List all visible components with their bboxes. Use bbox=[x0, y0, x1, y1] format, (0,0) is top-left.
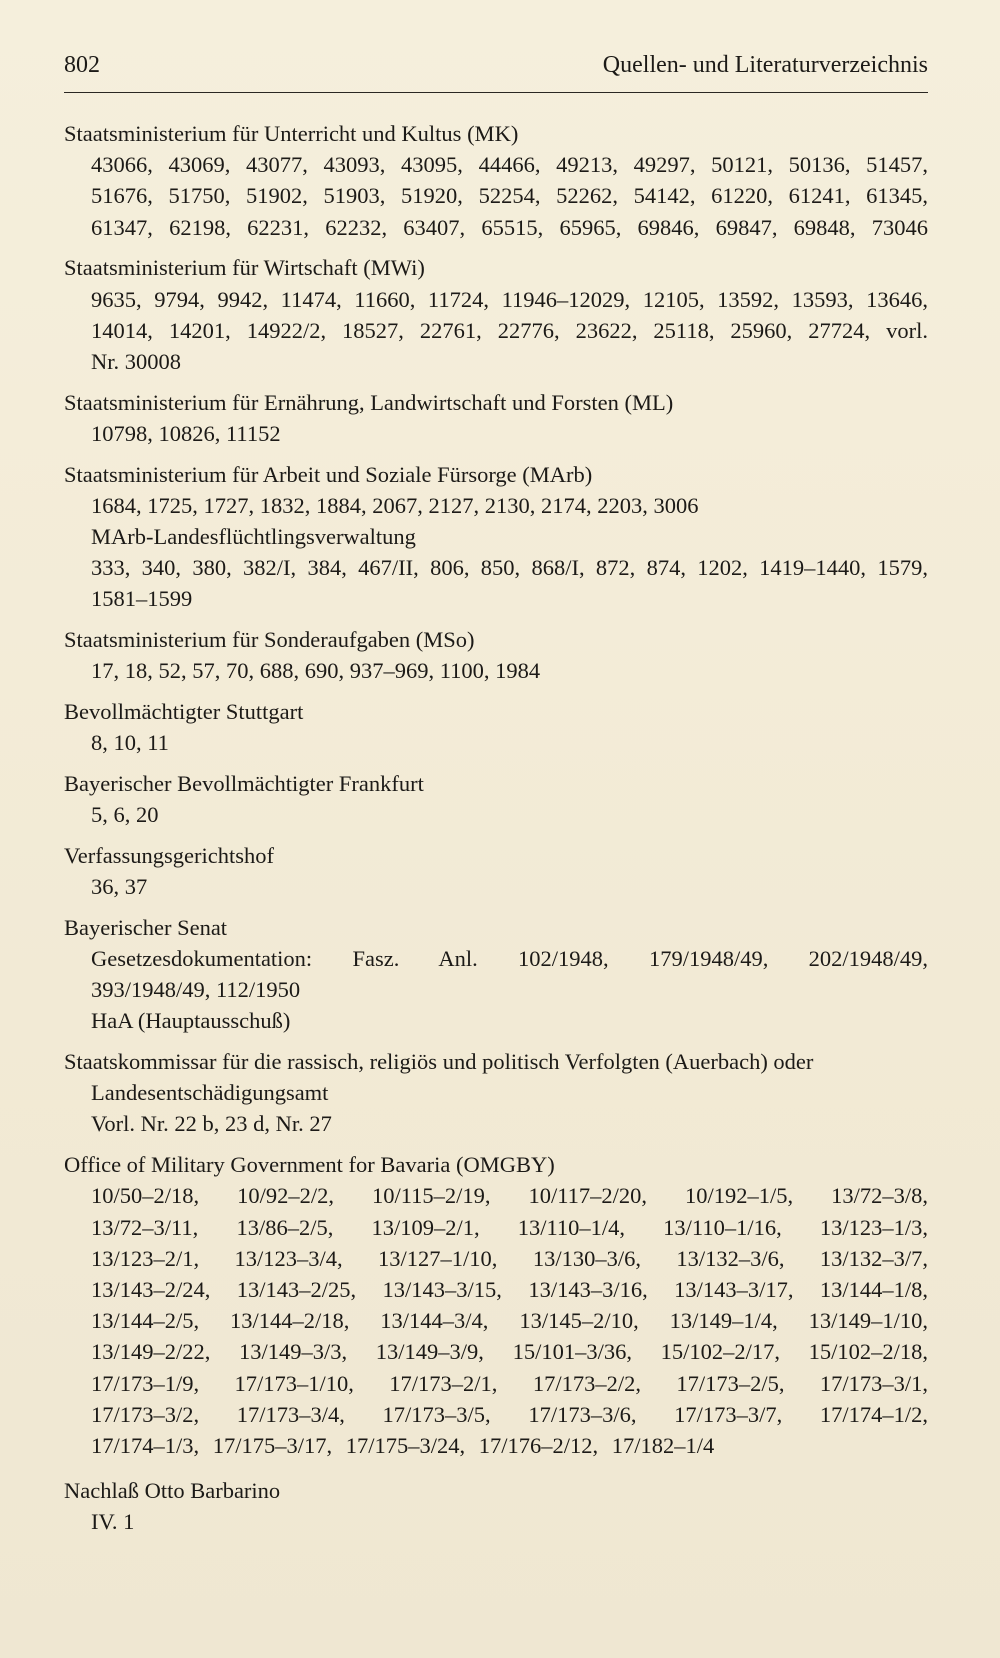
source-entry-mso bbox=[64, 624, 928, 686]
entry-ref-line: Vorl. Nr. 22 b, 23 d, Nr. 27 bbox=[91, 1111, 332, 1137]
entry-ref-line: 393/1948/49, 112/1950 bbox=[91, 977, 301, 1003]
entry-heading bbox=[64, 1046, 928, 1108]
entry-ref-line: Gesetzesdokumentation: Fasz. Anl. 102/1948, 179/1948/49, 202/1948/49, bbox=[91, 945, 928, 971]
entry-subheading: MArb-Landesflüchtlingsverwaltung bbox=[91, 523, 416, 549]
source-entry-bevollmaechtigter-frankfurt bbox=[64, 768, 928, 830]
entry-ref-line: 8, 10, 11 bbox=[91, 730, 169, 756]
entry-ref-line: 9635, 9794, 9942, 11474, 11660, 11724, 11946–12029, 12105, 13592, 13593, 13646, bbox=[91, 286, 928, 312]
entry-ref-line: 51676, 51750, 51902, 51903, 51920, 52254, 52262, 54142, 61220, 61241, 61345, bbox=[91, 183, 928, 209]
entry-ref-line: 1581–1599 bbox=[91, 586, 193, 612]
entry-heading: Staatsministerium für Wirtschaft (MWi) bbox=[64, 255, 425, 281]
entry-heading-text: Staatskommissar für die rassisch, religiös und politisch Verfolgten (Auerbach) oder Landesentschädigungsamt bbox=[64, 1048, 814, 1106]
entry-ref-line: 333, 340, 380, 382/I, 384, 467/II, 806, 850, 868/I, 872, 874, 1202, 1419–1440, 1579, bbox=[91, 555, 928, 581]
entry-ref-line: 13/144–2/5, 13/144–2/18, 13/144–3/4, 13/145–2/10, 13/149–1/4, 13/149–1/10, bbox=[91, 1308, 928, 1334]
entry-ref-line: 17/174–1/3, 17/175–3/17, 17/175–3/24, 17/176–2/12, 17/182–1/4 bbox=[91, 1432, 715, 1458]
source-entry-staatskommissar bbox=[64, 1046, 928, 1140]
entry-ref-line: 61347, 62198, 62231, 62232, 63407, 65515, 65965, 69846, 69847, 69848, 73046 bbox=[91, 214, 928, 240]
entry-heading: Staatsministerium für Arbeit und Soziale Fürsorge (MArb) bbox=[64, 461, 593, 487]
source-entry-mwi bbox=[64, 252, 928, 377]
source-entry-marb bbox=[64, 459, 928, 615]
entry-ref-line: 17, 18, 52, 57, 70, 688, 690, 937–969, 1100, 1984 bbox=[91, 658, 541, 684]
entry-ref-line: 10/50–2/18, 10/92–2/2, 10/115–2/19, 10/117–2/20, 10/192–1/5, 13/72–3/8, bbox=[91, 1183, 928, 1209]
source-entry-ml bbox=[64, 387, 928, 449]
entry-heading: Bevollmächtigter Stuttgart bbox=[64, 698, 304, 724]
entry-ref-line: Nr. 30008 bbox=[91, 348, 181, 374]
entry-heading: Verfassungsgerichtshof bbox=[64, 842, 274, 868]
entry-ref-line: 10798, 10826, 11152 bbox=[91, 420, 281, 446]
entry-ref-line: 13/123–2/1, 13/123–3/4, 13/127–1/10, 13/130–3/6, 13/132–3/6, 13/132–3/7, bbox=[91, 1245, 928, 1271]
entry-ref-line: 13/72–3/11, 13/86–2/5, 13/109–2/1, 13/110–1/4, 13/110–1/16, 13/123–1/3, bbox=[91, 1214, 928, 1240]
entry-heading: Staatsministerium für Unterricht und Kultus (MK) bbox=[64, 121, 519, 146]
running-title: Quellen- und Literaturverzeichnis bbox=[602, 52, 928, 78]
source-entry-senat bbox=[64, 912, 928, 1037]
entry-heading: Staatsministerium für Ernährung, Landwirtschaft und Forsten (ML) bbox=[64, 389, 674, 415]
entry-heading: Nachlaß Otto Barbarino bbox=[64, 1478, 281, 1504]
entry-ref-line: 14014, 14201, 14922/2, 18527, 22761, 22776, 23622, 25118, 25960, 27724, vorl. bbox=[91, 317, 928, 343]
entry-ref-line: 36, 37 bbox=[91, 873, 148, 899]
entry-ref-line: 13/143–2/24, 13/143–2/25, 13/143–3/15, 13/143–3/16, 13/143–3/17, 13/144–1/8, bbox=[91, 1276, 928, 1302]
source-entry-verfassungsgerichtshof bbox=[64, 840, 928, 902]
source-entry-omgby bbox=[64, 1149, 928, 1461]
entry-heading: Office of Military Government for Bavaria (OMGBY) bbox=[64, 1152, 555, 1178]
entry-ref-line: HaA (Hauptausschuß) bbox=[91, 1008, 291, 1034]
page-number: 802 bbox=[64, 52, 100, 78]
page-header bbox=[64, 52, 928, 93]
entry-heading: Bayerischer Senat bbox=[64, 914, 228, 940]
entry-heading: Staatsministerium für Sonderaufgaben (MSo) bbox=[64, 627, 475, 653]
entry-ref-line: IV. 1 bbox=[91, 1509, 135, 1535]
entry-heading: Bayerischer Bevollmächtigter Frankfurt bbox=[64, 770, 424, 796]
entry-ref-line: 43066, 43069, 43077, 43093, 43095, 44466, 49213, 49297, 50121, 50136, 51457, bbox=[91, 152, 928, 178]
source-entry-nachlass-barbarino bbox=[64, 1475, 928, 1537]
entry-ref-line: 17/173–3/2, 17/173–3/4, 17/173–3/5, 17/173–3/6, 17/173–3/7, 17/174–1/2, bbox=[91, 1401, 928, 1427]
entry-ref-line: 5, 6, 20 bbox=[91, 802, 159, 828]
entry-ref-line: 17/173–1/9, 17/173–1/10, 17/173–2/1, 17/173–2/2, 17/173–2/5, 17/173–3/1, bbox=[91, 1370, 928, 1396]
entry-ref-line: 13/149–2/22, 13/149–3/3, 13/149–3/9, 15/101–3/36, 15/102–2/17, 15/102–2/18, bbox=[91, 1339, 928, 1365]
source-entry-bevollmaechtigter-stuttgart bbox=[64, 696, 928, 758]
source-list bbox=[64, 118, 928, 1547]
entry-ref-line: 1684, 1725, 1727, 1832, 1884, 2067, 2127, 2130, 2174, 2203, 3006 bbox=[91, 492, 699, 518]
source-entry-mk bbox=[64, 118, 928, 243]
